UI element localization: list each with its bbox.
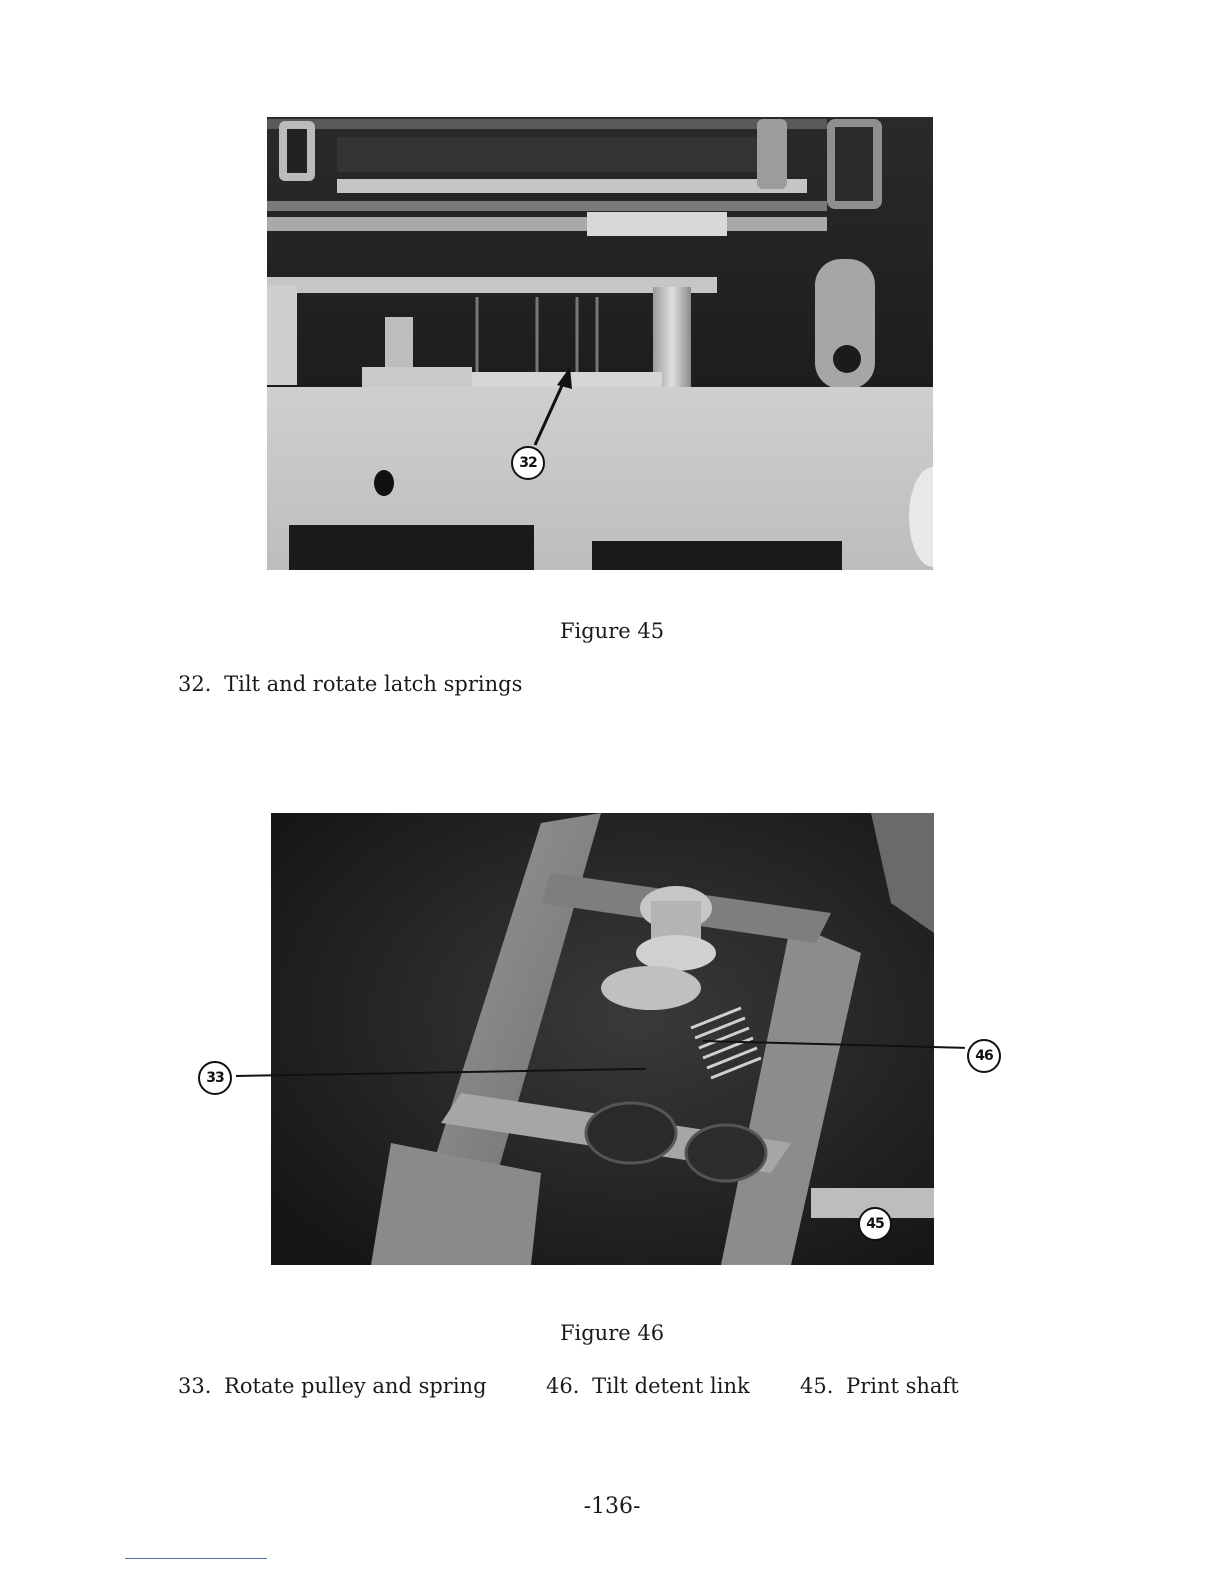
figure-46-photo — [271, 813, 934, 1265]
legend-number-45: 45. — [800, 1374, 834, 1398]
legend-item-33 — [178, 1374, 487, 1398]
callout-32: 32 — [511, 446, 545, 480]
figure-45-illustration — [267, 117, 933, 570]
legend-text-32: Tilt and rotate latch springs — [224, 672, 523, 696]
callout-33: 33 — [198, 1061, 232, 1095]
figure-46-illustration — [271, 813, 934, 1265]
legend-item-46 — [546, 1374, 750, 1398]
legend-text-33: Rotate pulley and spring — [224, 1374, 487, 1398]
figure-45-legend — [178, 672, 522, 696]
callout-46: 46 — [967, 1039, 1001, 1073]
legend-number-32: 32. — [178, 672, 212, 696]
figure-46-caption: Figure 46 — [559, 1321, 665, 1345]
figure-45-caption: Figure 45 — [559, 619, 665, 643]
page-number: -136- — [583, 1494, 641, 1519]
legend-text-45: Print shaft — [846, 1374, 959, 1398]
callout-45: 45 — [858, 1207, 892, 1241]
figure-45-photo — [267, 117, 933, 570]
legend-item-45 — [800, 1374, 959, 1398]
legend-text-46: Tilt detent link — [592, 1374, 750, 1398]
legend-number-33: 33. — [178, 1374, 212, 1398]
footer-rule — [125, 1558, 267, 1559]
legend-number-46: 46. — [546, 1374, 580, 1398]
